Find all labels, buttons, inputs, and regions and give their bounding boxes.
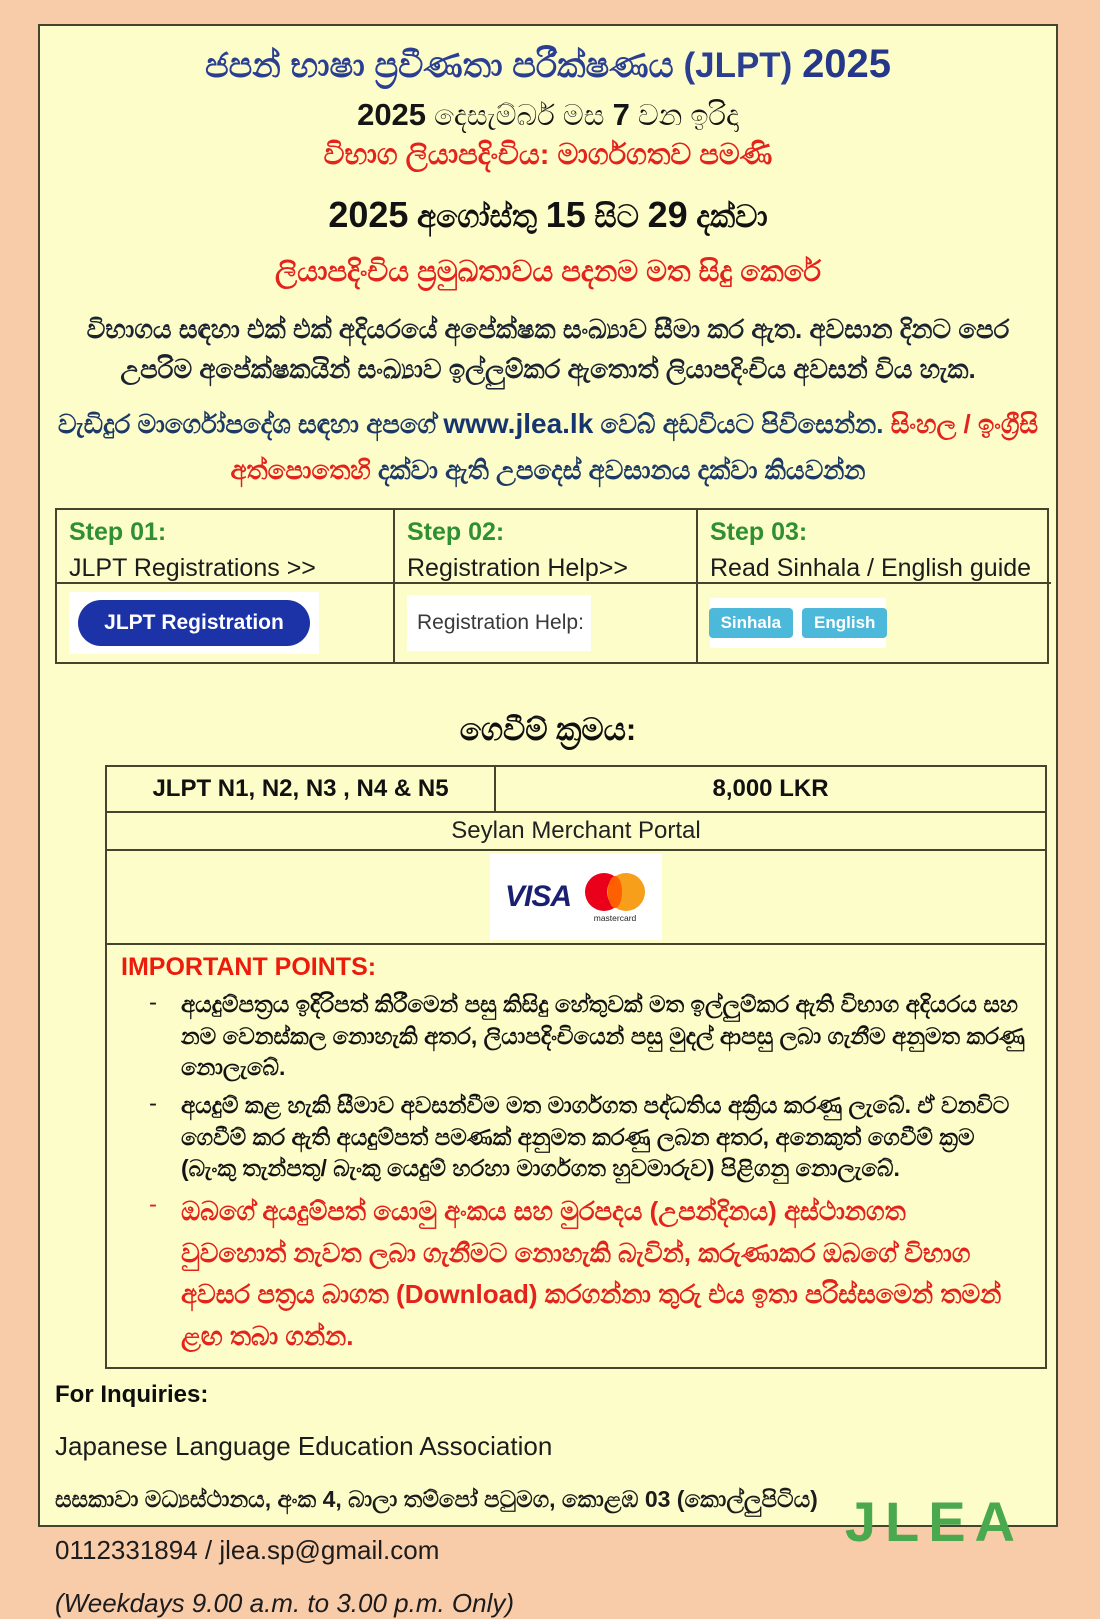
guide-note-prefix: වැඩිදුර මාර්ගෝපදේශ සඳහා අපගේ [57, 408, 444, 439]
jlpt-levels-cell: JLPT N1, N2, N3 , N4 & N5 [107, 767, 496, 811]
period-year: 2025 [328, 194, 409, 235]
exam-day: 7 [612, 97, 630, 132]
guide-buttons-backdrop [710, 598, 886, 648]
bullet-dash: - [149, 1090, 157, 1118]
registration-period-line [40, 194, 1056, 236]
card-logos-row [107, 851, 1045, 945]
guide-note-suffix: දක්වා ඇති උපදෙස් අවසානය දක්වා කියවන්න [370, 454, 866, 485]
visa-logo-icon: VISA [504, 880, 572, 914]
step3-label: Step 03: [710, 518, 808, 547]
period-until-word: දක්වා [687, 199, 768, 234]
merchant-portal-row: Seylan Merchant Portal [107, 813, 1045, 851]
payment-table [105, 765, 1047, 1369]
step2-label: Step 02: [407, 518, 505, 547]
bullet-dash: - [149, 1191, 157, 1219]
organization-name: Japanese Language Education Association [55, 1431, 553, 1462]
period-month: අගෝස්තු [408, 199, 546, 234]
exam-month: දෙසැම්බර් මස [426, 100, 613, 132]
jlea-logo: JLEA [844, 1490, 1024, 1554]
important-point-3 [121, 1191, 1033, 1357]
english-guide-button[interactable]: English [802, 608, 887, 638]
step1-header-cell [57, 510, 395, 584]
period-from-word: සිට [585, 199, 648, 234]
inquiries-label: For Inquiries: [55, 1381, 209, 1409]
office-hours: (Weekdays 9.00 a.m. to 3.00 p.m. Only) [55, 1588, 515, 1619]
period-end-day: 29 [647, 194, 688, 235]
important-point-3-text [181, 1191, 1009, 1357]
poster-panel [38, 24, 1058, 1619]
guide-note-highlight: සිංහල / ඉංග්‍රීසි අත්පොතෙහි [230, 408, 1039, 485]
mastercard-wordmark: mastercard [593, 913, 637, 924]
contact-phone-email: 0112331894 / jlea.sp@gmail.com [55, 1535, 440, 1566]
important-point-3-suffix: කරගන්නා තුරු එය ඉතා පරිස්සමෙන් තමන් ළඟ තබා ගන්න. [181, 1279, 1002, 1351]
important-points-heading: IMPORTANT POINTS: [121, 953, 377, 982]
sinhala-guide-button[interactable]: Sinhala [709, 608, 793, 638]
registration-mode-line: විභාග ලියාපදිංචිය: මාර්ගගතව පමණි [323, 139, 773, 171]
steps-table [55, 508, 1049, 664]
important-point-2 [121, 1090, 1033, 1184]
exam-date-line [40, 97, 1056, 133]
priority-basis-line: ලියාපදිංචිය ප්‍රමුඛතාවය පදනම මත සිදු කෙරේ [275, 256, 821, 288]
exam-year: 2025 [357, 97, 427, 132]
page-title [40, 42, 1056, 87]
fee-row [107, 767, 1045, 813]
payment-method-heading: ගෙවීම් ක්‍රමය: [459, 712, 637, 748]
jlpt-registration-button-backdrop [69, 592, 319, 654]
important-point-1 [121, 989, 1033, 1083]
bullet-dash: - [149, 989, 157, 1017]
organization-address: සසකාවා මධ්‍යස්ථානය, අංක 4, බාලා තම්පෝ පටුමග, කොළඹ 03 (කොල්ලුපිටිය) [55, 1486, 818, 1513]
jlea-website-link[interactable]: www.jlea.lk [443, 407, 594, 439]
footer-section [55, 1381, 1056, 1619]
registration-help-field[interactable]: Registration Help: [407, 595, 591, 651]
step2-header-cell [395, 510, 698, 584]
step1-label: Step 01: [69, 518, 167, 547]
step3-header-cell [698, 510, 1051, 584]
step2-sublabel: Registration Help>> [407, 554, 628, 583]
card-logos-backdrop [490, 854, 662, 940]
page-title-text: ජපන් භාෂා ප්‍රවීණතා පරීක්ෂණය (JLPT) [204, 46, 803, 85]
step3-sublabel: Read Sinhala / English guide [710, 554, 1032, 583]
capacity-limit-note: විභාගය සඳහා එක් එක් අදියරයේ අපේක්ෂක සංඛ්‍යාව සීමා කර ඇත. අවසාන දිනට පෙර උපරිම අපේක්ෂකයින් සංඛ්‍යාව ඉල්ලුම්කර ඇතොත් ලියාපදිංචිය අවසන් විය හැක. [86, 314, 1010, 385]
step2-body-cell [395, 584, 698, 662]
important-point-3-prefix: ඔබගේ අයදුම්පත් යොමු අංකය සහ මුරපදය (උපන්දිනය) අස්ථානගත වුවහොත් නැවත ලබා ගැනීමට නොහැකි බැවින්, කරුණාකර ඔබගේ විභාග අවසර පත්‍රය බාගත [181, 1196, 971, 1310]
guide-note [56, 400, 1041, 493]
download-word: (Download) [396, 1279, 538, 1310]
important-point-2-text: අයදුම් කළ හැකි සීමාව අවසන්වීම මත මාර්ගගත පද්ධතිය අක්‍රිය කරණු ලැබේ. ඒ වනවිට ගෙවීම් කර ඇති අයදුම්පත් පමණක් අනුමත කරණු ලබන අතර, අනෙකුත් ගෙවීම් ක්‍රම (බැංකු තැන්පතු/ බැංකු යෙදුම් හරහා මාර්ගගත හුවමාරුව) පිළිගනු නොලැබේ. [181, 1092, 1010, 1181]
step1-body-cell [57, 584, 395, 662]
jlpt-registration-button[interactable]: JLPT Registration [78, 600, 310, 646]
important-points-section [107, 945, 1045, 1367]
step1-sublabel: JLPT Registrations >> [69, 554, 316, 583]
important-point-1-text: අයදුම්පත්‍රය ඉදිරිපත් කිරීමෙන් පසු කිසිදු හේතුවක් මත ඉල්ලුම්කර ඇති විභාග අදියරය සහ නම වෙනස්කල නොහැකි අතර, ලියාපදිංචියෙන් පසු මුදල් ආපසු ලබා ගැනීම අනුමත කරණු නොලැබේ. [181, 991, 1025, 1080]
mastercard-logo-icon [583, 871, 647, 923]
guide-note-mid: වෙබ් අඩවියට පිවිසෙන්න. [593, 408, 891, 439]
step3-body-cell [698, 584, 1051, 662]
fee-amount-cell: 8,000 LKR [712, 775, 829, 803]
period-start-day: 15 [545, 194, 586, 235]
page-title-year: 2025 [802, 42, 892, 86]
exam-weekday: වන ඉරිදා [629, 100, 739, 132]
